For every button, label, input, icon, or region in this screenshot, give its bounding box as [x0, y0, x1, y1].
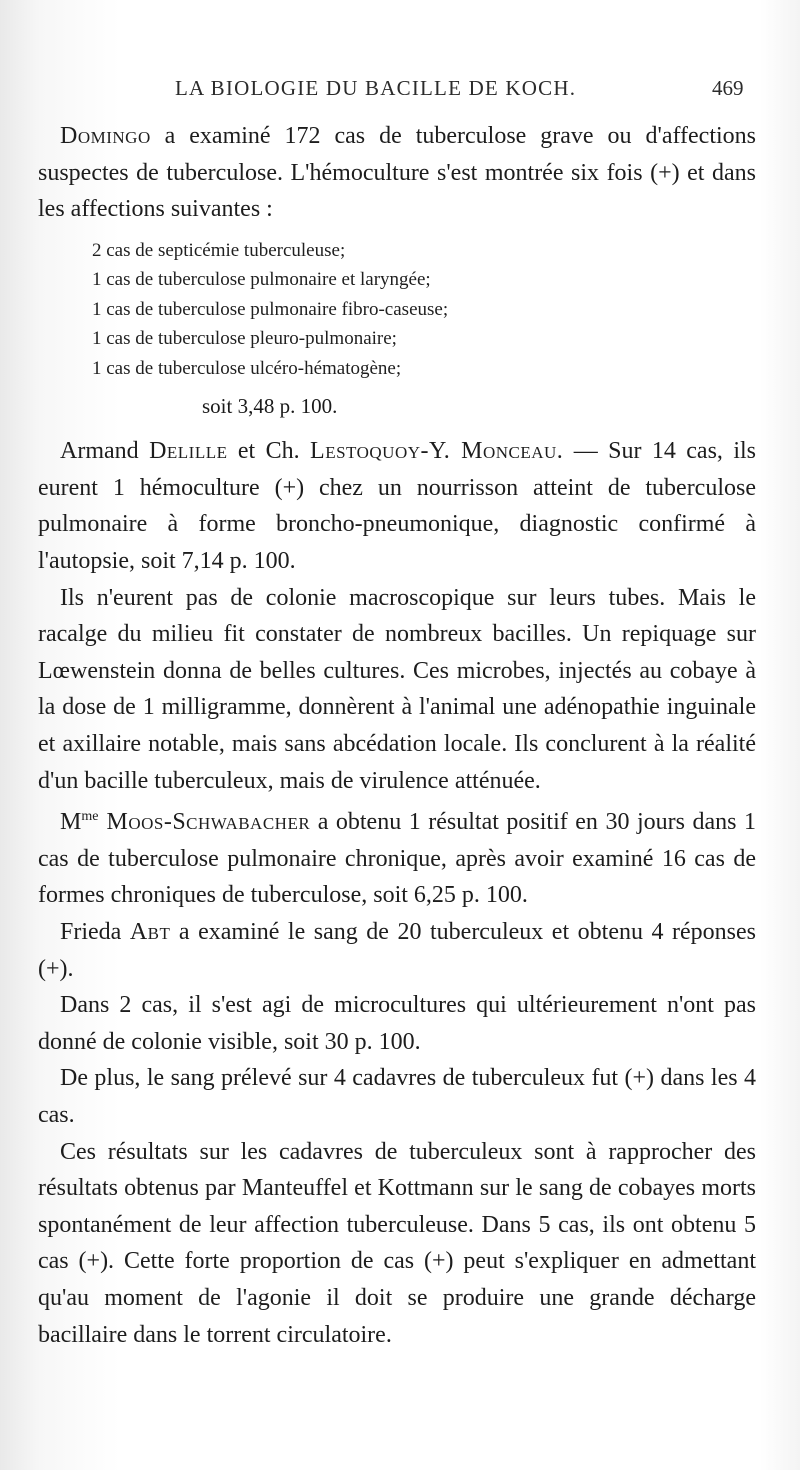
rate-line: soit 3,48 p. 100.: [202, 394, 338, 419]
author-prefix: Frieda: [60, 919, 130, 945]
paragraph-cadavers: De plus, le sang prélevé sur 4 cadavres de tuberculeux fut (+) dans les 4 cas.: [38, 1065, 756, 1128]
paragraph-domingo-text: a examiné 172 cas de tuberculose grave ou d'affections suspectes de tuberculose. L'hémoculture s'est montrée six fois (+) et dans les affections suivantes :: [38, 123, 756, 223]
honorific: M: [60, 809, 82, 836]
paragraph-abt-text: a examiné le sang de 20 tuberculeux et obtenu 4 réponses (+).: [38, 919, 757, 982]
paragraph-delille-text: — Sur 14 cas, ils eurent 1 hémoculture (+) chez un nourrisson atteint de tuberculose pulmonaire à forme broncho-pneumonique, diagnostic confirmé à l'autopsie, soit 7,14 p. 100.: [38, 438, 756, 575]
list-item: 1 cas de tuberculose ulcéro-hématogène;: [92, 357, 402, 379]
running-head: [0, 76, 800, 106]
author-lestoquoy: Lestoquoy-Y. Monceau.: [310, 438, 564, 465]
author-moos: Moos-Schwabacher: [98, 809, 311, 836]
author-delille: Delille: [149, 438, 228, 465]
case-list: [38, 236, 756, 384]
paragraph-delille-results: Ils n'eurent pas de colonie macroscopique sur leurs tubes. Mais le racalge du milieu fit constater de nombreux bacilles. Un repiquage sur Lœwenstein donna de belles cultures. Ces microbes, injectés au cobaye à la dose de 1 milligramme, donnèrent à l'animal une adénopathie inguinale et axillaire notable, mais sans abcédation locale. Ils conclurent à la réalité d'un bacille tuberculeux, mais de virulence atténuée.: [38, 584, 756, 794]
paragraph-delille: [38, 433, 756, 579]
author-domingo: Domingo: [60, 123, 151, 149]
list-item: 2 cas de septicémie tuberculeuse;: [92, 239, 346, 261]
body-text: [38, 118, 756, 1353]
author-connector: et Ch.: [227, 438, 311, 465]
paragraph-abt: [38, 914, 756, 987]
page-number: 469: [712, 76, 744, 100]
running-title: LA BIOLOGIE DU BACILLE DE KOCH.: [175, 76, 577, 100]
author-prefix: Armand: [60, 438, 150, 465]
paragraph-domingo: [38, 118, 756, 228]
paragraph-moos-text: a obtenu 1 résultat positif en 30 jours dans 1 cas de tuberculose pulmonaire chronique, après avoir examiné 16 cas de formes chroniques de tuberculose, soit 6,25 p. 100.: [38, 809, 757, 909]
honorific-sup: me: [81, 809, 99, 825]
list-item: 1 cas de tuberculose pulmonaire et laryngée;: [92, 269, 431, 291]
paragraph-moos: [38, 799, 756, 914]
author-abt: Abt: [129, 919, 171, 945]
list-item: 1 cas de tuberculose pleuro-pulmonaire;: [92, 328, 397, 350]
paragraph-closing: Ces résultats sur les cadavres de tuberculeux sont à rapprocher des résultats obtenus par Manteuffel et Kottmann sur le sang de cobayes morts spontanément de leur affection tuberculeuse. Dans 5 cas, ils ont obtenu 5 cas (+). Cette forte proportion de cas (+) peut s'expliquer en admettant qu'au moment de l'agonie il doit se produire une grande décharge bacillaire dans le torrent circulatoire.: [38, 1138, 756, 1348]
list-item: 1 cas de tuberculose pulmonaire fibro-caseuse;: [92, 298, 449, 320]
paragraph-microcultures: Dans 2 cas, il s'est agi de microcultures qui ultérieurement n'ont pas donné de colonie visible, soit 30 p. 100.: [38, 992, 756, 1055]
